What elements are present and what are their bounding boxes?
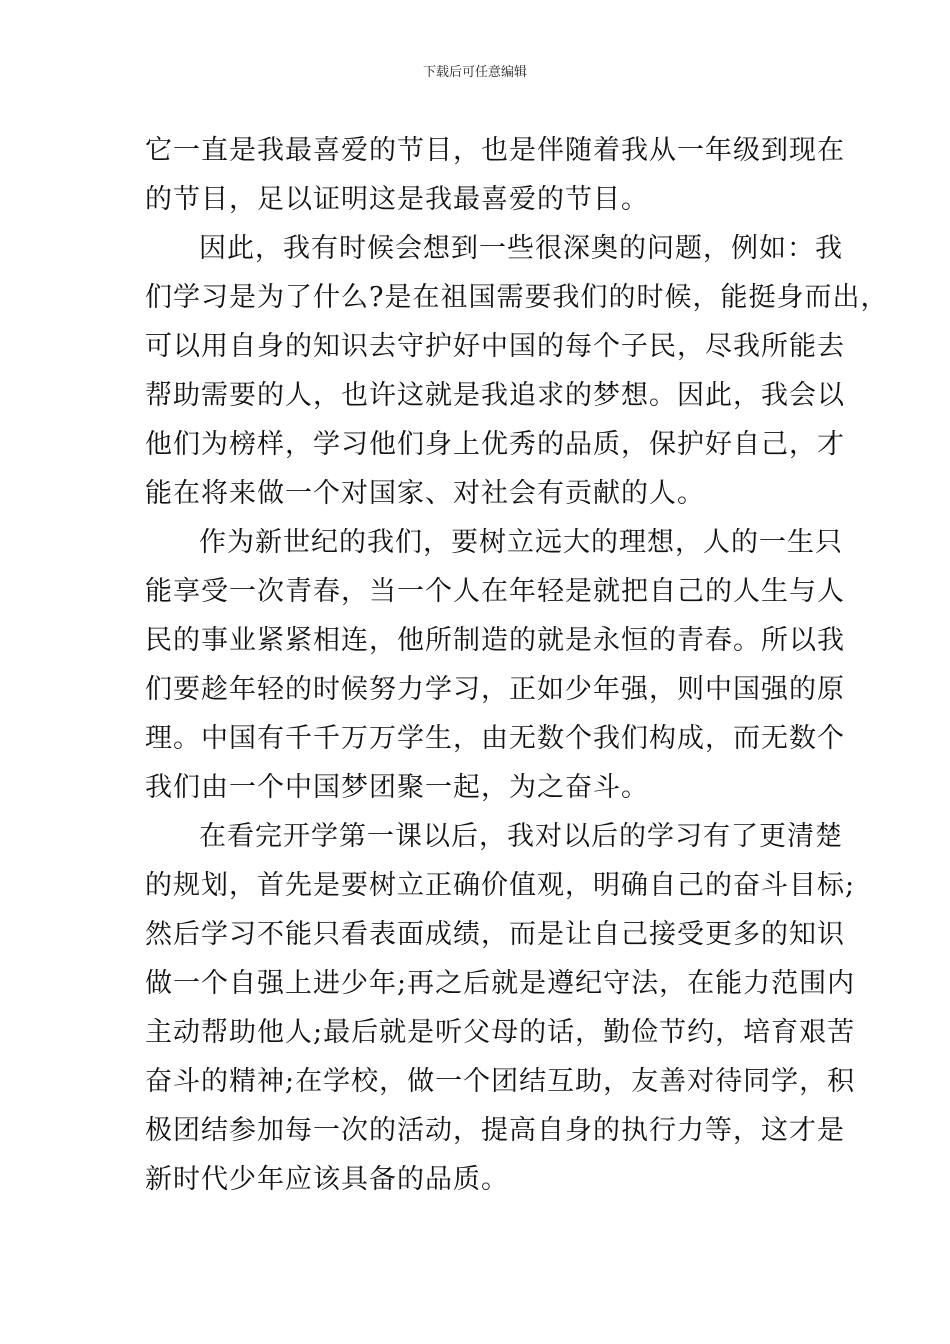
paragraph-4 [145,812,856,1204]
text-line: 们要趁年轻的时候努力学习，正如少年强，则中国强的原 [145,674,845,705]
page-header: 下载后可任意编辑 [422,65,527,80]
text-line: 因此，我有时候会想到一些很深奥的问题，例如：我 [199,233,843,264]
text-line: 们学习是为了什么?是在祖国需要我们的时候，能挺身而出， [145,282,889,313]
text-line: 极团结参加每一次的活动，提高自身的执行力等，这才是 [145,1115,845,1146]
text-line: 在看完开学第一课以后，我对以后的学习有了更清楚 [199,821,843,852]
text-line: 主动帮助他人;最后就是听父母的话，勤俭节约，培育艰苦 [145,1017,856,1048]
text-line: 的规划，首先是要树立正确价值观，明确自己的奋斗目标; [145,870,856,901]
text-line: 能在将来做一个对国家、对社会有贡献的人。 [145,478,705,509]
text-line: 的节目，足以证明这是我最喜爱的节目。 [145,184,649,215]
paragraph-2 [145,224,889,518]
text-line: 做一个自强上进少年;再之后就是遵纪守法，在能力范围内 [145,968,856,999]
paragraph-3 [145,518,845,812]
text-line: 可以用自身的知识去守护好中国的每个子民，尽我所能去 [145,331,845,362]
text-line: 帮助需要的人，也许这就是我追求的梦想。因此，我会以 [145,380,845,411]
text-line: 理。中国有千千万万学生，由无数个我们构成，而无数个 [145,723,845,754]
text-line: 能享受一次青春，当一个人在年轻是就把自己的人生与人 [145,576,845,607]
text-line: 新时代少年应该具备的品质。 [145,1164,509,1195]
text-line: 民的事业紧紧相连，他所制造的就是永恒的青春。所以我 [145,625,845,656]
document-body [145,126,889,1204]
text-line: 然后学习不能只看表面成绩，而是让自己接受更多的知识 [145,919,845,950]
text-line: 他们为榜样，学习他们身上优秀的品质，保护好自己，才 [145,429,845,460]
text-line: 奋斗的精神;在学校，做一个团结互助，友善对待同学，积 [145,1066,856,1097]
text-line: 我们由一个中国梦团聚一起，为之奋斗。 [145,772,649,803]
text-line: 它一直是我最喜爱的节目，也是伴随着我从一年级到现在 [145,135,845,166]
paragraph-1 [145,126,845,224]
text-line: 作为新世纪的我们，要树立远大的理想，人的一生只 [199,527,843,558]
